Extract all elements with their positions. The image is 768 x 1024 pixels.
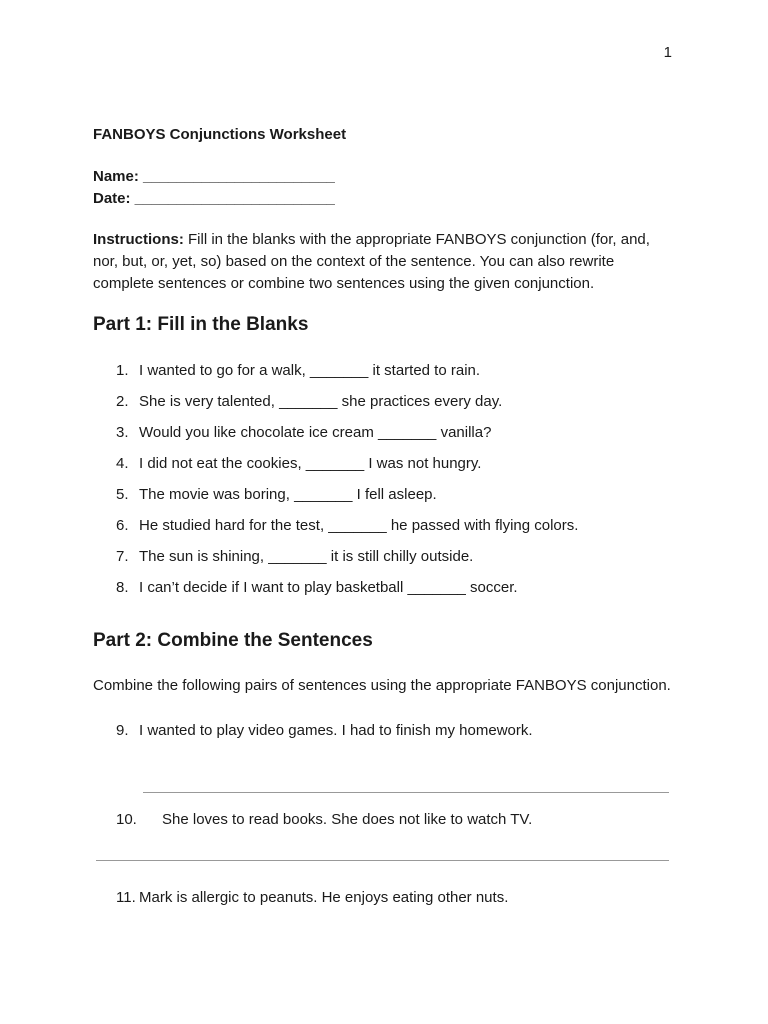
list-item bbox=[93, 516, 678, 547]
item-text: I did not eat the cookies, _______ I was not hungry. bbox=[139, 455, 482, 473]
part-1-heading: Part 1: Fill in the Blanks bbox=[93, 314, 309, 336]
combine-item bbox=[93, 888, 724, 907]
item-text: Would you like chocolate ice cream _______ vanilla? bbox=[139, 424, 492, 442]
item-number: 11. bbox=[116, 889, 136, 906]
item-text: I wanted to go for a walk, _______ it started to rain. bbox=[139, 362, 481, 380]
instructions bbox=[93, 229, 678, 294]
item-number: 7. bbox=[116, 548, 129, 566]
date-field: Date: ________________________ bbox=[93, 190, 335, 207]
page-number: 1 bbox=[663, 44, 672, 61]
list-item bbox=[93, 547, 678, 578]
combine-item bbox=[93, 810, 747, 829]
answer-line-10 bbox=[96, 860, 669, 861]
combine-item bbox=[93, 721, 678, 740]
item-number: 6. bbox=[116, 517, 129, 535]
part-2 bbox=[93, 630, 678, 740]
item-text: He studied hard for the test, _______ he passed with flying colors. bbox=[139, 517, 579, 535]
item-number: 3. bbox=[116, 424, 129, 442]
item-number: 10. bbox=[116, 811, 137, 828]
item-number: 2. bbox=[116, 393, 129, 411]
list-item bbox=[93, 485, 678, 516]
list-item bbox=[93, 454, 678, 485]
item-text: I wanted to play video games. I had to finish my homework. bbox=[139, 721, 533, 739]
item-number: 4. bbox=[116, 455, 129, 473]
part-2-heading: Part 2: Combine the Sentences bbox=[93, 630, 373, 652]
item-number: 1. bbox=[116, 362, 129, 380]
item-number: 5. bbox=[116, 486, 129, 504]
list-item bbox=[93, 578, 678, 609]
item-text: Mark is allergic to peanuts. He enjoys eating other nuts. bbox=[139, 889, 509, 906]
instructions-label: Instructions: bbox=[93, 231, 184, 248]
item-number: 9. bbox=[116, 721, 129, 739]
part-1 bbox=[93, 314, 678, 609]
item-text: The movie was boring, _______ I fell asleep. bbox=[139, 486, 437, 504]
item-text: She is very talented, _______ she practices every day. bbox=[139, 393, 503, 411]
item-number: 8. bbox=[116, 579, 129, 597]
instructions-text: Fill in the blanks with the appropriate FANBOYS conjunction (for, and, nor, but, or, yet, so) based on the context of the sentence. You can also rewrite complete sentences or combine two sentences using the given conjunction. bbox=[93, 231, 650, 292]
fill-in-list bbox=[93, 361, 678, 609]
answer-line-9 bbox=[143, 792, 669, 793]
part-2-intro: Combine the following pairs of sentences using the appropriate FANBOYS conjunction. bbox=[93, 677, 671, 695]
item-text: I can’t decide if I want to play basketball _______ soccer. bbox=[139, 579, 518, 597]
list-item bbox=[93, 361, 678, 392]
list-item bbox=[93, 423, 678, 454]
name-field: Name: _______________________ bbox=[93, 168, 335, 185]
worksheet-title: FANBOYS Conjunctions Worksheet bbox=[93, 126, 347, 143]
worksheet-content bbox=[93, 126, 678, 740]
list-item bbox=[93, 392, 678, 423]
student-fields bbox=[93, 166, 678, 210]
item-text: The sun is shining, _______ it is still chilly outside. bbox=[139, 548, 474, 566]
item-text: She loves to read books. She does not like to watch TV. bbox=[162, 811, 533, 828]
